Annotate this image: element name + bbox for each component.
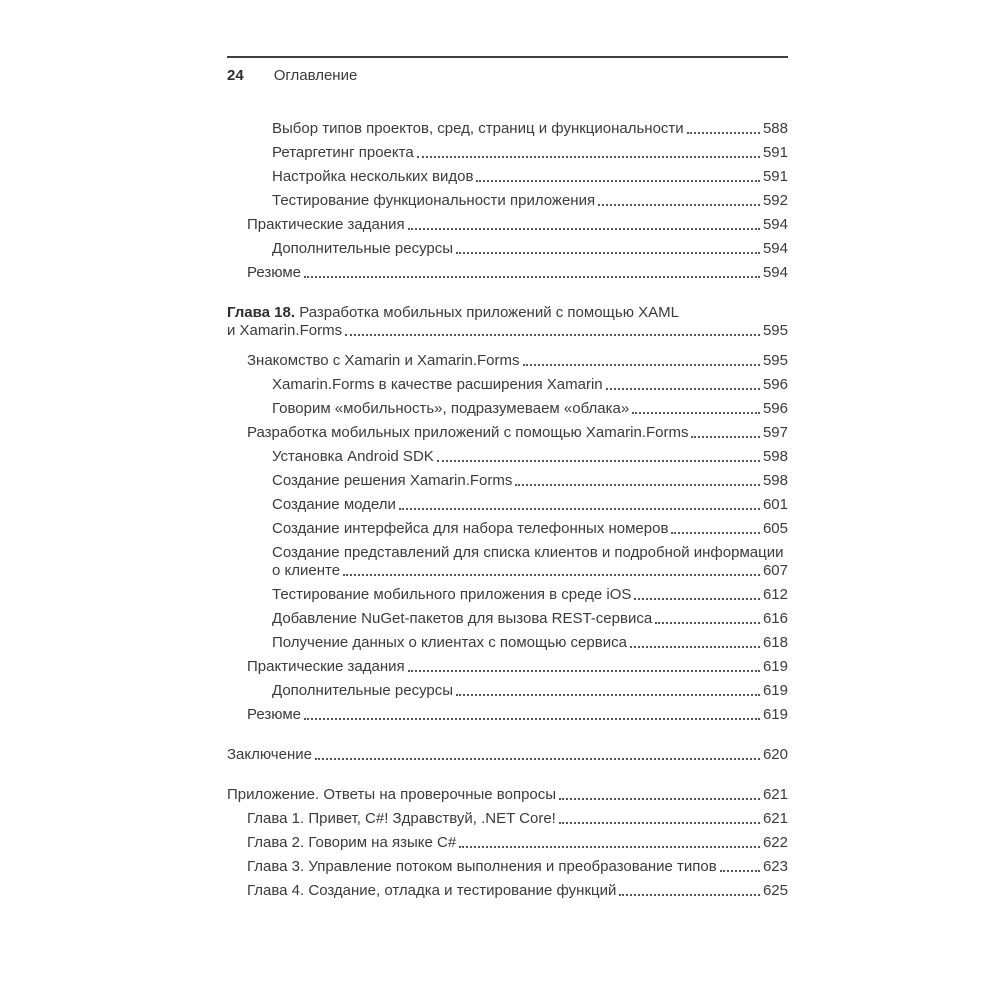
toc-page-number: 622 (762, 834, 788, 851)
toc-entry-title: Дополнительные ресурсы (272, 682, 454, 699)
toc-entry-title: Резюме (247, 706, 301, 723)
toc-page-number: 596 (762, 376, 788, 393)
toc-page-number: 594 (762, 240, 788, 257)
toc-entry-title: Заключение (227, 746, 312, 763)
toc-entry-line (247, 706, 788, 723)
toc-entry (247, 352, 788, 369)
toc-entry (272, 120, 788, 137)
toc-list (227, 120, 788, 899)
toc-page-number: 605 (762, 520, 788, 537)
toc-entry-line (272, 192, 788, 209)
toc-entry (272, 168, 788, 185)
toc-section (227, 746, 788, 763)
toc-entry-title: Установка Android SDK (272, 448, 434, 465)
toc-entry-line1 (272, 544, 788, 562)
toc-entry (227, 786, 788, 803)
toc-entry (272, 586, 788, 603)
toc-entry-line (272, 472, 788, 489)
dotted-leader (671, 532, 760, 534)
toc-page-number: 619 (762, 706, 788, 723)
toc-page-number: 594 (762, 216, 788, 233)
toc-page-number: 619 (762, 682, 788, 699)
toc-entry-title: Говорим «мобильность», подразумеваем «облака» (272, 400, 630, 417)
dotted-leader (343, 574, 760, 576)
dotted-leader (345, 334, 760, 336)
dotted-leader (304, 276, 760, 278)
dotted-leader (417, 156, 760, 158)
toc-entry-title: и Xamarin.Forms (227, 322, 343, 339)
toc-entry-line (272, 610, 788, 627)
toc-entry-title: Тестирование мобильного приложения в среде iOS (272, 586, 632, 603)
toc-entry-line (272, 400, 788, 417)
toc-entry-title: Резюме (247, 264, 301, 281)
toc-entry (247, 810, 788, 827)
toc-entry-line2 (227, 322, 788, 339)
toc-entry-line (272, 144, 788, 161)
toc-entry-line (247, 352, 788, 369)
toc-entry-line2 (272, 562, 788, 579)
dotted-leader (606, 388, 760, 390)
dotted-leader (632, 412, 760, 414)
chapter-number: Глава 18. (227, 304, 300, 321)
toc-entry-line (272, 376, 788, 393)
toc-entry (272, 376, 788, 393)
toc-page-number: 595 (762, 352, 788, 369)
dotted-leader (304, 718, 760, 720)
toc-entry-title: Разработка мобильных приложений с помощью Xamarin.Forms (247, 424, 689, 441)
dotted-leader (559, 798, 760, 800)
dotted-leader (456, 252, 760, 254)
toc-section (227, 786, 788, 899)
toc-entry (272, 634, 788, 651)
toc-entry-line (247, 882, 788, 899)
toc-page-number: 612 (762, 586, 788, 603)
toc-entry-title: Добавление NuGet-пакетов для вызова REST-сервиса (272, 610, 653, 627)
toc-entry-title: Глава 3. Управление потоком выполнения и преобразование типов (247, 858, 717, 875)
toc-entry-title: Создание модели (272, 496, 396, 513)
toc-section (227, 304, 788, 723)
dotted-leader (634, 598, 760, 600)
toc-entry (227, 746, 788, 763)
toc-page-number: 598 (762, 472, 788, 489)
dotted-leader (459, 846, 760, 848)
toc-page-number: 623 (762, 858, 788, 875)
page-content (227, 0, 788, 906)
toc-entry-line (247, 658, 788, 675)
toc-entry-line (247, 858, 788, 875)
toc-page-number: 601 (762, 496, 788, 513)
dotted-leader (559, 822, 760, 824)
toc-entry (272, 496, 788, 513)
toc-page-number: 591 (762, 144, 788, 161)
toc-entry (272, 682, 788, 699)
toc-entry-title: Тестирование функциональности приложения (272, 192, 596, 209)
toc-page-number: 620 (762, 746, 788, 763)
toc-section (227, 120, 788, 281)
toc-page-number: 591 (762, 168, 788, 185)
toc-entry (272, 240, 788, 257)
toc-page-number: 594 (762, 264, 788, 281)
toc-entry-line (247, 424, 788, 441)
dotted-leader (408, 670, 760, 672)
toc-entry-line (247, 216, 788, 233)
toc-entry (247, 216, 788, 233)
toc-entry-title: Создание интерфейса для набора телефонных номеров (272, 520, 669, 537)
toc-page-number: 621 (762, 786, 788, 803)
toc-entry-title: Выбор типов проектов, сред, страниц и функциональности (272, 120, 684, 137)
toc-entry-line (272, 682, 788, 699)
toc-entry-line (247, 834, 788, 851)
dotted-leader (408, 228, 760, 230)
toc-entry-title: Глава 1. Привет, C#! Здравствуй, .NET Core! (247, 810, 556, 827)
running-header-title: Оглавление (273, 67, 358, 84)
page-header (227, 56, 788, 84)
toc-entry (272, 448, 788, 465)
toc-entry-title: Ретаргетинг проекта (272, 144, 414, 161)
dotted-leader (399, 508, 760, 510)
toc-entry-title: Дополнительные ресурсы (272, 240, 454, 257)
dotted-leader (720, 870, 760, 872)
dotted-leader (476, 180, 760, 182)
toc-entry (272, 400, 788, 417)
toc-entry (272, 192, 788, 209)
toc-page-number: 596 (762, 400, 788, 417)
toc-entry-line1 (227, 304, 788, 322)
toc-entry-title: Практические задания (247, 216, 405, 233)
toc-entry-title: Xamarin.Forms в качестве расширения Xamarin (272, 376, 603, 393)
toc-entry-title: Глава 18. Разработка мобильных приложений с помощью XAML (227, 304, 679, 321)
toc-entry-line (247, 264, 788, 281)
toc-entry-line (272, 496, 788, 513)
dotted-leader (691, 436, 760, 438)
dotted-leader (655, 622, 760, 624)
toc-page-number: 616 (762, 610, 788, 627)
toc-entry-line (272, 168, 788, 185)
dotted-leader (456, 694, 760, 696)
toc-entry-title: Глава 2. Говорим на языке C# (247, 834, 457, 851)
toc-entry-line (272, 448, 788, 465)
toc-chapter-heading (227, 304, 788, 339)
toc-page-number: 618 (762, 634, 788, 651)
dotted-leader (619, 894, 760, 896)
toc-entry (272, 520, 788, 537)
toc-page-number: 598 (762, 448, 788, 465)
toc-page-number: 621 (762, 810, 788, 827)
toc-entry (247, 858, 788, 875)
toc-entry-title: Знакомство с Xamarin и Xamarin.Forms (247, 352, 520, 369)
dotted-leader (515, 484, 760, 486)
toc-entry-line (247, 810, 788, 827)
toc-entry-title: о клиенте (272, 562, 341, 579)
toc-entry (272, 544, 788, 579)
toc-entry-title: Настройка нескольких видов (272, 168, 474, 185)
toc-entry (247, 834, 788, 851)
toc-entry-line (272, 634, 788, 651)
dotted-leader (630, 646, 760, 648)
toc-page-number: 588 (762, 120, 788, 137)
toc-page-number: 595 (762, 322, 788, 339)
toc-entry (272, 144, 788, 161)
toc-entry-line (272, 120, 788, 137)
toc-entry-title: Приложение. Ответы на проверочные вопросы (227, 786, 557, 803)
dotted-leader (523, 364, 760, 366)
toc-entry-line (272, 520, 788, 537)
toc-entry-title: Практические задания (247, 658, 405, 675)
toc-page-number: 619 (762, 658, 788, 675)
toc-entry-line (227, 746, 788, 763)
toc-entry-title: Создание представлений для списка клиентов и подробной информации (272, 544, 784, 561)
toc-page-number: 625 (762, 882, 788, 899)
dotted-leader (315, 758, 760, 760)
dotted-leader (437, 460, 760, 462)
toc-entry-title: Получение данных о клиентах с помощью сервиса (272, 634, 627, 651)
toc-entry (247, 882, 788, 899)
toc-entry-line (272, 240, 788, 257)
dotted-leader (687, 132, 760, 134)
toc-page-number: 592 (762, 192, 788, 209)
toc-entry (247, 264, 788, 281)
toc-entry (247, 424, 788, 441)
toc-entry-line (272, 586, 788, 603)
toc-entry (272, 472, 788, 489)
toc-page-number: 597 (762, 424, 788, 441)
page-number: 24 (227, 67, 244, 84)
toc-entry-title: Создание решения Xamarin.Forms (272, 472, 513, 489)
toc-entry-line (227, 786, 788, 803)
toc-page-number: 607 (762, 562, 788, 579)
toc-entry-title: Глава 4. Создание, отладка и тестирование функций (247, 882, 617, 899)
dotted-leader (598, 204, 760, 206)
toc-entry (247, 658, 788, 675)
toc-entry (247, 706, 788, 723)
toc-entry (272, 610, 788, 627)
